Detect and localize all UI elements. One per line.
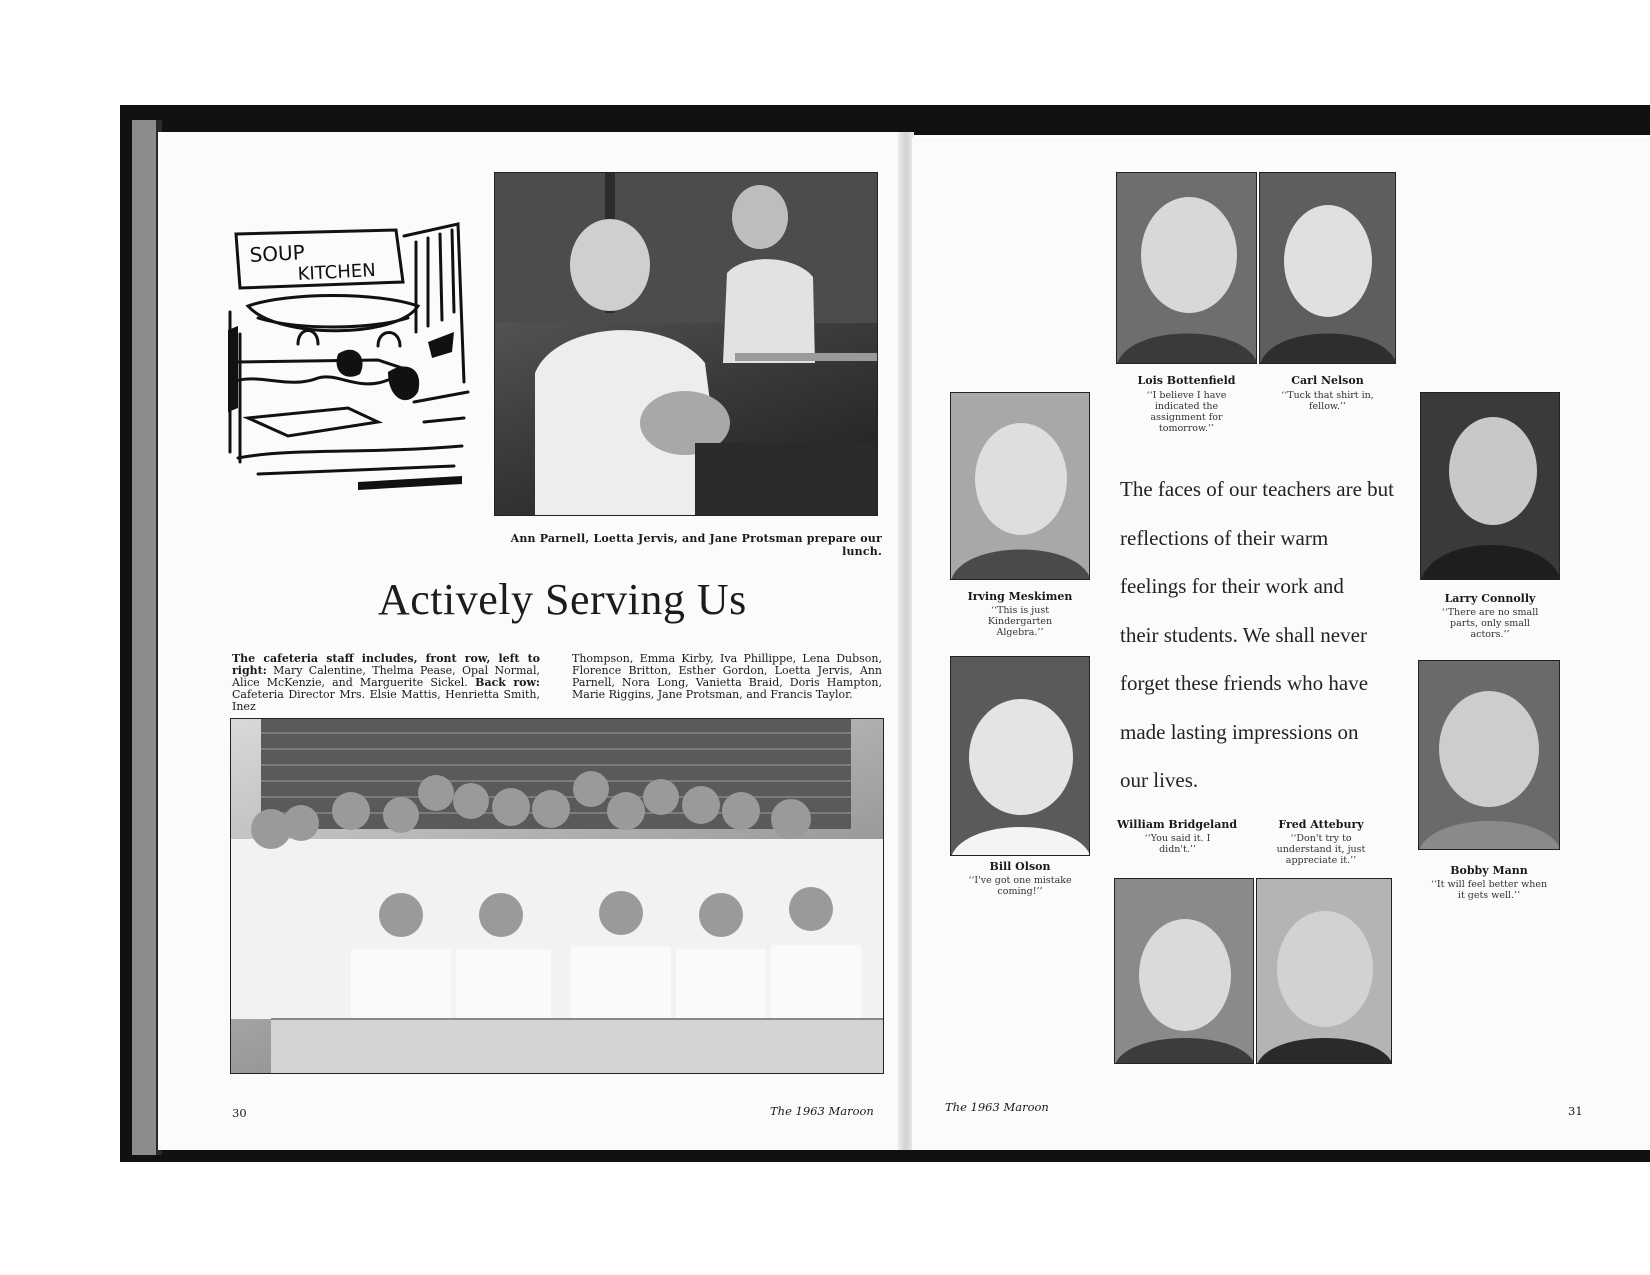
staff-caption-col2: Thompson, Emma Kirby, Iva Phillippe, Lena Dubson, Florence Britton, Esther Gordon, Loetta Jervis, Ann Parnell, Nora Long, Vanietta Braid, Doris Hampton, Marie Riggins, Jane Protsman, and Francis Taylor.	[572, 652, 882, 701]
teacher-quote-lois-bottenfield: ‘‘I believe I have indicated the assignment for tomorrow.’’	[1146, 390, 1227, 434]
portrait-carl-nelson	[1259, 172, 1396, 364]
tribute-line-3: feelings for their work and	[1120, 574, 1344, 598]
tribute-line-4: their students. We shall never	[1120, 622, 1367, 647]
portrait-irving-meskimen	[950, 392, 1090, 580]
teacher-name-bobby-mann: Bobby Mann	[1450, 864, 1528, 877]
left-page-number: 30	[232, 1106, 247, 1120]
tribute-line-2: reflections of their warm	[1120, 525, 1329, 550]
staff-caption-bold-back-row: Back row:	[467, 676, 540, 689]
teacher-quote-carl-nelson: ‘‘Tuck that shirt in, fellow.’’	[1281, 390, 1374, 412]
teachers-tribute-text	[1120, 465, 1402, 805]
teacher-quote-irving-meskimen: ‘‘This is just Kindergarten Algebra.’’	[987, 605, 1053, 638]
page-heading: Actively Serving Us	[378, 575, 747, 624]
teacher-name-larry-connolly: Larry Connolly	[1444, 592, 1536, 605]
teacher-name-bill-olson: Bill Olson	[989, 860, 1051, 873]
portrait-bill-olson	[950, 656, 1090, 856]
staff-caption-front-row: Mary Calentine, Thelma Pease, Opal Normal, Alice McKenzie, and Marguerite Sickel.	[232, 664, 540, 689]
scan-border-top	[120, 105, 1650, 135]
teacher-quote-fred-attebury: ‘‘Don't try to understand it, just appreciate it.’’	[1276, 833, 1366, 866]
portrait-bobby-mann	[1418, 660, 1560, 850]
tribute-line-6: made lasting impressions on	[1120, 719, 1359, 744]
teacher-quote-bobby-mann: ‘‘It will feel better when it gets well.’’	[1430, 879, 1548, 901]
staff-caption-bold-intro: The cafeteria staff includes, front row, left to right:	[232, 652, 540, 677]
staff-caption-back-row: Cafeteria Director Mrs. Elsie Mattis, Henrietta Smith, Inez	[232, 688, 540, 713]
soup-kitchen-illustration	[228, 222, 474, 494]
sketch-sign-line1: SOUP	[249, 240, 306, 267]
portrait-lois-bottenfield	[1116, 172, 1257, 364]
right-page-number: 31	[1568, 1104, 1583, 1118]
scan-border-bottom	[120, 1150, 1650, 1162]
portrait-larry-connolly	[1420, 392, 1560, 580]
teacher-name-carl-nelson: Carl Nelson	[1291, 374, 1364, 387]
teacher-name-william-bridgeland: William Bridgeland	[1116, 818, 1238, 831]
portrait-william-bridgeland	[1114, 878, 1254, 1064]
teacher-name-lois-bottenfield: Lois Bottenfield	[1137, 374, 1236, 387]
right-running-title: The 1963 Maroon	[945, 1100, 1049, 1114]
tribute-line-7: our lives.	[1120, 768, 1199, 792]
serving-photo-caption: Ann Parnell, Loetta Jervis, and Jane Protsman prepare our lunch.	[510, 532, 882, 558]
teacher-quote-bill-olson: ‘‘I've got one mistake coming!’’	[968, 875, 1072, 897]
cafeteria-staff-group-photo	[230, 718, 884, 1074]
teacher-quote-larry-connolly: ‘‘There are no small parts, only small actors.’’	[1441, 607, 1539, 640]
portrait-fred-attebury	[1256, 878, 1392, 1064]
tribute-line-5: forget these friends who have	[1120, 671, 1369, 695]
left-running-title: The 1963 Maroon	[770, 1104, 874, 1118]
serving-lunch-photo	[494, 172, 878, 516]
teacher-name-irving-meskimen: Irving Meskimen	[967, 590, 1073, 603]
tribute-line-1: The faces of our teachers are but	[1120, 477, 1395, 501]
sketch-sign-line2: KITCHEN	[297, 259, 377, 285]
teacher-name-fred-attebury: Fred Attebury	[1278, 818, 1364, 831]
teacher-quote-william-bridgeland: ‘‘You said it. I didn't.’’	[1144, 833, 1211, 855]
staff-caption-col1	[232, 653, 540, 713]
